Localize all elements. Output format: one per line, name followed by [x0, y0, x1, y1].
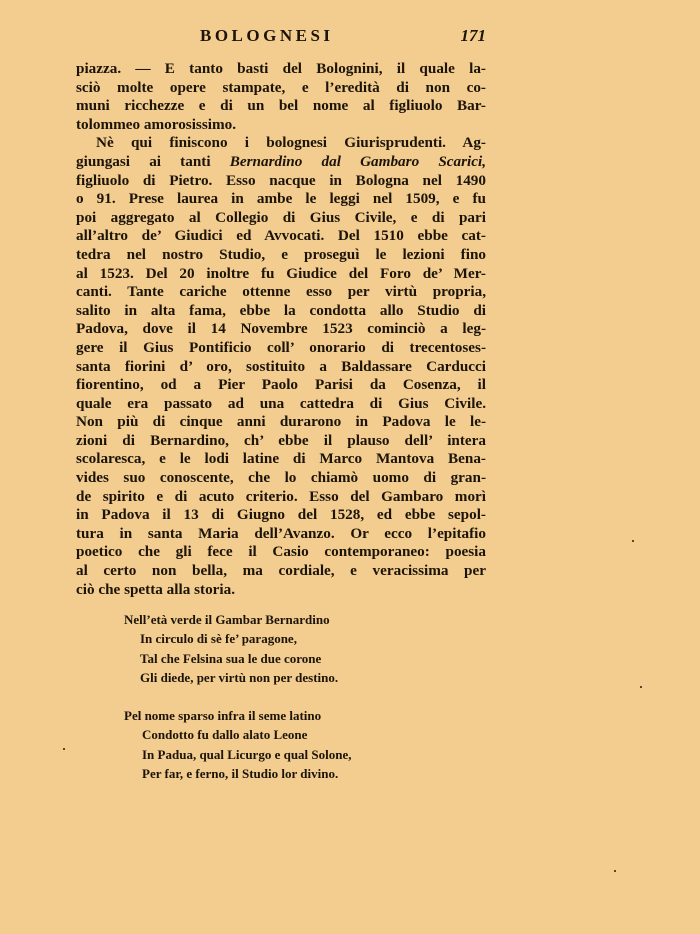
text-line: all’altro de’ Giudici ed Avvocati. Del 1510 ebbe cat-	[76, 227, 486, 245]
verse-line: Condotto fu dallo alato Leone	[142, 727, 308, 743]
running-title: BOLOGNESI	[200, 26, 334, 45]
text-line: quale era passato ad una cattedra di Gius Civile.	[76, 394, 486, 412]
verse-line: Nell’età verde il Gambar Bernardino	[124, 612, 330, 627]
text-fragment: giungasi ai tanti	[76, 152, 211, 170]
italic-name: Bernardino dal Gambaro Scarici,	[229, 152, 487, 170]
paper-speck	[640, 686, 642, 688]
text-line: tura in santa Maria dell’Avanzo. Or ecco l’epitafio	[76, 524, 486, 542]
verse-line: Per far, e ferno, il Studio lor divino.	[142, 765, 339, 781]
verse-line: In circulo di sè fe’ paragone,	[140, 631, 297, 647]
text-line: tedra nel nostro Studio, e proseguì le lezioni fino	[76, 245, 486, 263]
text-line: figliuolo di Pietro. Esso nacque in Bologna nel 1490	[76, 171, 486, 189]
text-line: Nè qui finiscono i bolognesi Giurisprudenti. Ag-	[96, 134, 486, 152]
text-line: poi aggregato al Collegio di Gius Civile, e di pari	[76, 208, 486, 226]
page-number: 171	[460, 26, 486, 45]
text-line: Padova, dove il 14 Novembre 1523 cominciò a leg-	[76, 320, 486, 338]
verse-line: In Padua, qual Licurgo e qual Solone,	[142, 746, 352, 762]
text-line: piazza. — E tanto basti del Bolognini, il quale la-	[76, 60, 486, 77]
epitaph-stanza-2	[124, 706, 444, 783]
text-line: zioni di Bernardino, ch’ ebbe il plauso dell’ intera	[76, 431, 486, 449]
verse-line: Pel nome sparso infra il seme latino	[124, 708, 322, 723]
text-line: scolaresca, e le lodi latine di Marco Mantova Bena-	[76, 450, 486, 468]
text-line: salito in alta fama, ebbe la condotta allo Studio di	[76, 301, 486, 319]
paper-speck	[632, 540, 634, 542]
text-line: vides suo conoscente, che lo chiamò uomo di gran-	[76, 469, 486, 487]
text-line: fiorentino, od a Pier Paolo Parisi da Cosenza, il	[76, 376, 486, 394]
text-line	[76, 153, 486, 172]
text-line: santa fiorini d’ oro, sostituito a Baldassare Carducci	[76, 357, 486, 375]
text-line: Non più di cinque anni durarono in Padova le le-	[76, 413, 486, 431]
body-text	[76, 60, 486, 599]
text-line: gere il Gius Pontificio coll’ onorario di trecentoses-	[76, 338, 486, 356]
text-line: ciò che spetta alla storia.	[76, 580, 236, 598]
running-head	[76, 26, 486, 48]
text-line: o 91. Prese laurea in ambe le leggi nel 1509, e fu	[76, 190, 486, 208]
text-line: muni ricchezze e di un bel nome al figliuolo Bar-	[76, 97, 486, 115]
text-line: al certo non bella, ma cordiale, e veracissima per	[76, 562, 486, 580]
verse-line: Tal che Felsina sua le due corone	[140, 650, 322, 666]
text-line: al 1523. Del 20 inoltre fu Giudice del Foro de’ Mer-	[76, 264, 486, 282]
text-line: de spirito e di acuto criterio. Esso del Gambaro morì	[76, 487, 486, 505]
text-line: tolommeo amorosissimo.	[76, 115, 237, 133]
text-line: poetico che gli fece il Casio contemporaneo: poesia	[76, 543, 486, 561]
text-line: sciò molte opere stampate, e l’eredità di non co-	[76, 78, 486, 96]
epitaph-stanza-1	[124, 610, 444, 687]
verse-line: Gli diede, per virtù non per destino.	[140, 669, 339, 685]
text-line: canti. Tante cariche ottenne esso per virtù propria,	[76, 283, 486, 301]
paper-speck	[614, 870, 616, 872]
paper-speck	[63, 748, 65, 750]
text-line: in Padova il 13 di Giugno del 1528, ed ebbe sepol-	[76, 506, 486, 524]
